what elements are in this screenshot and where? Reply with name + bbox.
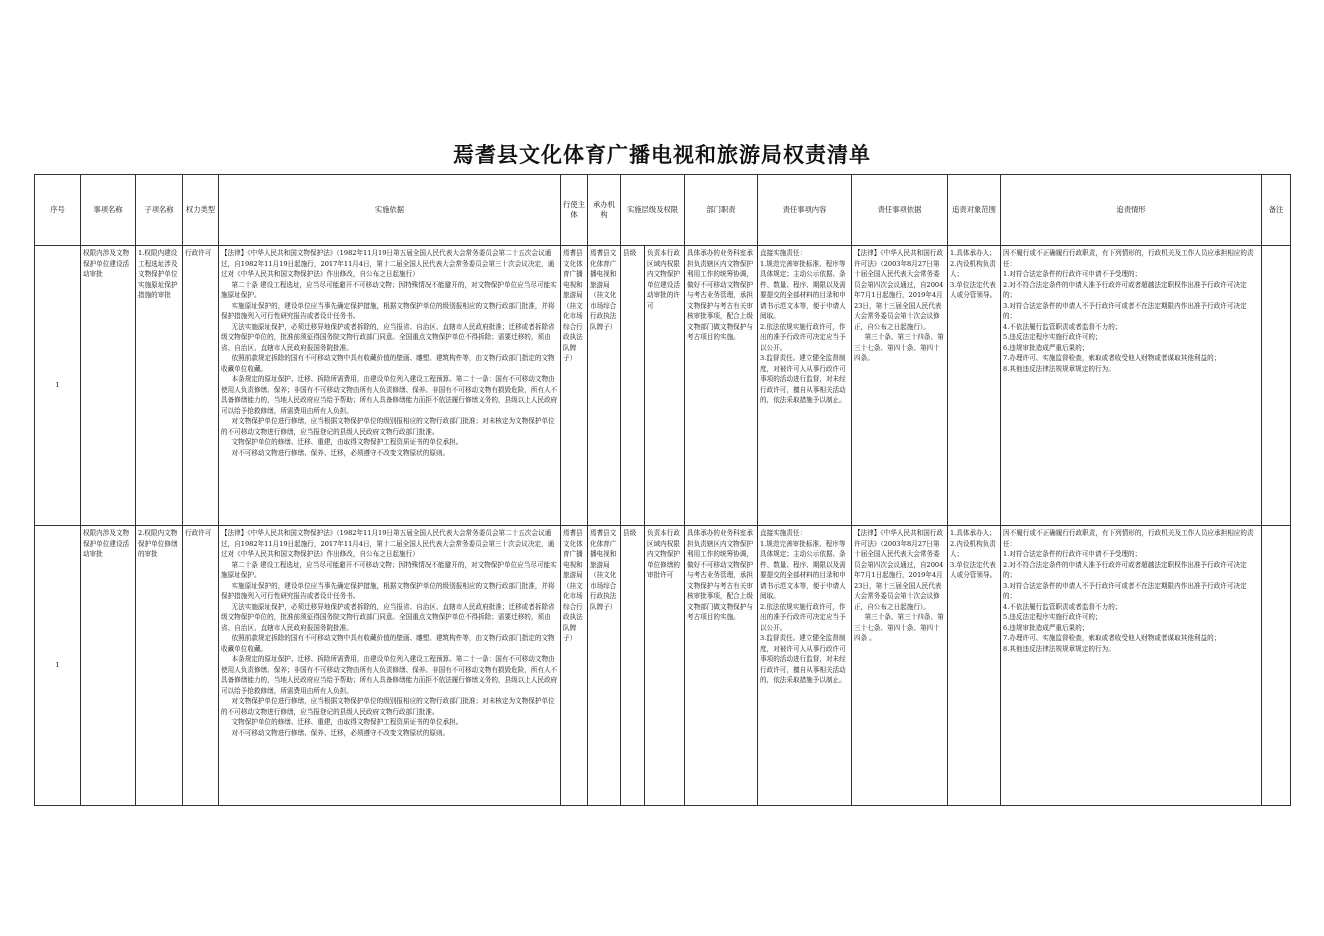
row-level: 县级 — [621, 246, 645, 526]
case-line: 1.对符合法定条件的行政许可申请不予受理的； — [1003, 550, 1142, 558]
resp-content-line: 2.依法依规实施行政许可，作出的准予行政许可决定应当予以公开。 — [760, 602, 846, 632]
basis-paragraph: 第二十条 建设工程选址，应当尽可能避开不可移动文物；因特殊情况不能避开的，对文物保护单位应当尽可能实施原址保护。 — [221, 560, 557, 579]
table-row — [35, 246, 1291, 526]
header-power-type: 权力类型 — [183, 175, 219, 246]
header-subject: 行使主体 — [561, 175, 588, 246]
row-sub-item: 2.权限内文物保护单位修缮的审批 — [136, 526, 183, 806]
basis-paragraph: 对文物保护单位进行修缮，应当根据文物保护单位的级别报相应的文物行政部门批准；对未核定为文物保护单位的不可移动文物进行修缮，应当报登记的县级人民政府文物行政部门批准。 — [221, 417, 555, 436]
row-authority: 负责本行政区域内权限内文物保护单位修缮的审批许可 — [645, 526, 685, 806]
basis-paragraph: 实施原址保护的，建设单位应当事先确定保护措施，根据文物保护单位的级别报相应的文物行政部门批准，并将保护措施列入可行性研究报告或者设计任务书。 — [221, 301, 555, 320]
row-item-name: 权限内涉及文物保护单位建设活动审批 — [81, 526, 136, 806]
header-basis: 实施依据 — [219, 175, 561, 246]
resp-content-line: 3.监督责任。建立健全监督制度，对被许可人从事行政许可事项的活动进行监督，对未经行政许可，擅自从事相关活动的，依法采取措施予以制止。 — [760, 634, 846, 684]
case-line: 6.违规审批造成严重后果的； — [1003, 343, 1089, 352]
basis-paragraph: 文物保护单位的修缮、迁移、重建，由取得文物保护工程资质证书的单位承担。 — [231, 438, 463, 446]
case-line: 2.对不符合法定条件的申请人准予行政许可或者超越法定职权作出准予行政许可决定的； — [1003, 280, 1247, 299]
basis-paragraph: 对文物保护单位进行修缮，应当根据文物保护单位的级别报相应的文物行政部门批准；对未核定为文物保护单位的不可移动文物进行修缮，应当报登记的县级人民政府文物行政部门批准。 — [221, 697, 555, 716]
basis-paragraph: 依照前款规定拆除的国有不可移动文物中具有收藏价值的壁画、雕塑、建筑构件等，由文物行政部门指定的文物收藏单位收藏。 — [221, 354, 555, 373]
basis-paragraph: 文物保护单位的修缮、迁移、重建，由取得文物保护工程资质证书的单位承担。 — [231, 718, 463, 726]
row-subject: 焉耆县文化体育广播电视和旅游局（挂文化市场综合行政执法队牌子） — [561, 246, 588, 526]
row-target — [948, 246, 1001, 526]
row-power-type: 行政许可 — [183, 246, 219, 526]
case-line: 因不履行或不正确履行行政职责，有下列情形的，行政机关及工作人员应承担相应的责任： — [1003, 529, 1254, 548]
resp-content-line: 直接实施责任： — [760, 249, 807, 257]
case-line: 5.违反法定程序实施行政许可的； — [1003, 613, 1102, 621]
resp-content-line: 1.规范完善审批标准、程序等具体规定；主动公示依据、条件、数量、程序、期限以及需要提交的全部材料的目录和申请书示范文本等，便于申请人阅取。 — [760, 259, 846, 320]
header-item-name: 事项名称 — [81, 175, 136, 246]
header-sub-item: 子项名称 — [136, 175, 183, 246]
row-resp-basis — [852, 526, 948, 806]
basis-paragraph: 本条规定的原址保护、迁移、拆除所需费用，由建设单位列入建设工程预算。第二十一条：国有不可移动文物由使用人负责修缮、保养；非国有不可移动文物由所有人负责修缮、保养。非国有不可移动文物有损毁危险，所有人不具备修缮能力的，当地人民政府应当给予帮助；所有人具备修缮能力而拒不依法履行修缮义务的，县级以上人民政府可以给予抢救修缮，所需费用由所有人负担。 — [221, 655, 558, 695]
row-resp-basis — [852, 246, 948, 526]
case-line: 4.不依法履行监管职责或者监督不力的； — [1003, 602, 1122, 611]
resp-content-line: 直接实施责任： — [760, 529, 807, 537]
row-cases — [1001, 526, 1262, 806]
header-level-authority: 实施层级及权限 — [621, 175, 685, 246]
header-resp-basis: 责任事项依据 — [852, 175, 948, 246]
resp-content-line: 3.监督责任。建立健全监督制度，对被许可人从事行政许可事项的活动进行监督，对未经行政许可，擅自从事相关活动的，依法采取措施予以制止。 — [760, 354, 846, 404]
row-resp-content — [758, 526, 852, 806]
case-line: 2.对不符合法定条件的申请人准予行政许可或者超越法定职权作出准予行政许可决定的； — [1003, 560, 1247, 579]
row-remark — [1262, 526, 1291, 806]
case-line: 8.其他违反法律法规规章规定的行为。 — [1003, 644, 1115, 653]
basis-paragraph: 实施原址保护的，建设单位应当事先确定保护措施，根据文物保护单位的级别报相应的文物行政部门批准，并将保护措施列入可行性研究报告或者设计任务书。 — [221, 581, 555, 600]
case-line: 3.对符合法定条件的申请人不予行政许可或者不在法定期限内作出准予行政许可决定的； — [1003, 581, 1247, 600]
row-subject: 焉耆县文化体育广播电视和旅游局（挂文化市场综合行政执法队牌子） — [561, 526, 588, 806]
header-seq: 序号 — [35, 175, 81, 246]
responsibility-table — [34, 174, 1291, 806]
basis-paragraph: 对不可移动文物进行修缮、保养、迁移，必须遵守不改变文物原状的原则。 — [231, 448, 450, 457]
case-line: 6.违规审批造成严重后果的； — [1003, 623, 1089, 632]
resp-content-line: 1.规范完善审批标准、程序等具体规定；主动公示依据、条件、数量、程序、期限以及需要提交的全部材料的目录和申请书示范文本等，便于申请人阅取。 — [760, 539, 846, 600]
case-line: 5.违反法定程序实施行政许可的； — [1003, 333, 1102, 341]
row-duty: 具体承办的业务科室承担负责辖区内文物保护利用工作的统筹协调，做好不可移动文物保护与考古业务管理，承担文物保护与考古有关审核审批事项，配合上级文物部门做文物保护与考古项目的实施。 — [685, 246, 758, 526]
header-duty: 部门职责 — [685, 175, 758, 246]
row-agency: 焉耆县文化体育广播电视和旅游局（挂文化市场综合行政执法队牌子） — [588, 526, 621, 806]
basis-paragraph: 对不可移动文物进行修缮、保养、迁移，必须遵守不改变文物原状的原则。 — [231, 728, 450, 737]
row-level: 县级 — [621, 526, 645, 806]
basis-paragraph: 无法实施原址保护，必须迁移异地保护或者拆除的，应当报省、自治区、直辖市人民政府批准；迁移或者拆除省级文物保护单位的，批准前须征得国务院文物行政部门同意。全国重点文物保护单位不得拆除；需要迁移的，须由省、自治区、直辖市人民政府报国务院批准。 — [221, 602, 555, 632]
header-cases: 追责情形 — [1001, 175, 1262, 246]
target-line: 1.具体承办人； — [950, 249, 996, 257]
resp-basis-line: 【法律】《中华人民共和国行政许可法》（2003年8月27日第十届全国人民代表大会常务委员会第四次会议通过，自2004年7月1日起施行，2019年4月23日，第十三届全国人民代表大会常务委员会第十次会议修正，自公布之日起施行）。 — [854, 249, 944, 331]
row-sub-item: 1.权限内建设工程选址涉及文物保护单位实施原址保护措施的审批 — [136, 246, 183, 526]
header-resp-content: 责任事项内容 — [758, 175, 852, 246]
resp-basis-line: 【法律】《中华人民共和国行政许可法》（2003年8月27日第十届全国人民代表大会常务委员会第四次会议通过，自2004年7月1日起施行，2019年4月23日，第十三届全国人民代表大会常务委员会第十次会议修正，自公布之日起施行）。 — [854, 529, 944, 611]
case-line: 7.办理许可、实施监督检查，索取或者收受他人财物或者谋取其他利益的； — [1003, 634, 1221, 642]
row-item-name: 权限内涉及文物保护单位建设活动审批 — [81, 246, 136, 526]
row-basis — [219, 526, 561, 806]
header-agency: 承办机构 — [588, 175, 621, 246]
target-line: 3.单位法定代表人或分管领导。 — [950, 560, 997, 579]
resp-basis-line: 第三十条、第三十四条、第三十七条、第四十条、第四十四条 。 — [854, 613, 944, 642]
basis-paragraph: 第二十条 建设工程选址，应当尽可能避开不可移动文物；因特殊情况不能避开的，对文物保护单位应当尽可能实施原址保护。 — [221, 280, 557, 299]
basis-paragraph: 【法律】《中华人民共和国文物保护法》（1982年11月19日第五届全国人民代表大会常务委员会第二十五次会议通过，自1982年11月19日起施行，2017年11月4日，第十二届全国人民代表大会常务委员会第三十次会议决定，通过对《中华人民共和国文物保护法》作出修改，自公布之日起施行） — [221, 249, 555, 278]
target-line: 2.内设机构负责人； — [950, 259, 996, 278]
case-line: 1.对符合法定条件的行政许可申请不予受理的； — [1003, 270, 1142, 278]
basis-paragraph: 【法律】《中华人民共和国文物保护法》（1982年11月19日第五届全国人民代表大会常务委员会第二十五次会议通过，自1982年11月19日起施行，2017年11月4日，第十二届全国人民代表大会常务委员会第三十次会议决定，通过对《中华人民共和国文物保护法》作出修改，自公布之日起施行） — [221, 529, 555, 558]
row-basis — [219, 246, 561, 526]
row-cases — [1001, 246, 1262, 526]
row-duty: 具体承办的业务科室承担负责辖区内文物保护利用工作的统筹协调，做好不可移动文物保护与考古业务管理，承担文物保护与考古有关审核审批事项，配合上级文物部门做文物保护与考古项目的实施。 — [685, 526, 758, 806]
header-target: 追责对象范围 — [948, 175, 1001, 246]
table-row — [35, 526, 1291, 806]
basis-paragraph: 依照前款规定拆除的国有不可移动文物中具有收藏价值的壁画、雕塑、建筑构件等，由文物行政部门指定的文物收藏单位收藏。 — [221, 634, 555, 653]
case-line: 8.其他违反法律法规规章规定的行为。 — [1003, 364, 1115, 373]
target-line: 1.具体承办人； — [950, 529, 996, 537]
target-line: 2.内设机构负责人； — [950, 539, 996, 558]
resp-content-line: 2.依法依规实施行政许可，作出的准予行政许可决定应当予以公开。 — [760, 322, 846, 352]
header-row — [35, 175, 1291, 246]
case-line: 4.不依法履行监管职责或者监督不力的； — [1003, 322, 1122, 331]
row-agency: 焉耆县文化体育广播电视和旅游局（挂文化市场综合行政执法队牌子） — [588, 246, 621, 526]
row-resp-content — [758, 246, 852, 526]
resp-basis-line: 第三十条、第三十四条、第三十七条、第四十条、第四十四条。 — [854, 333, 944, 362]
case-line: 3.对符合法定条件的申请人不予行政许可或者不在法定期限内作出准予行政许可决定的； — [1003, 301, 1247, 320]
row-authority: 负责本行政区域内权限内文物保护单位建设活动审批的许可 — [645, 246, 685, 526]
page-title: 焉耆县文化体育广播电视和旅游局权责清单 — [453, 142, 871, 167]
row-seq: 1 — [35, 246, 81, 526]
basis-paragraph: 无法实施原址保护，必须迁移异地保护或者拆除的，应当报省、自治区、直辖市人民政府批准；迁移或者拆除省级文物保护单位的，批准前须征得国务院文物行政部门同意。全国重点文物保护单位不得拆除；需要迁移的，须由省、自治区、直辖市人民政府报国务院批准。 — [221, 322, 555, 352]
row-remark — [1262, 246, 1291, 526]
row-seq: 1 — [35, 526, 81, 806]
case-line: 7.办理许可、实施监督检查，索取或者收受他人财物或者谋取其他利益的； — [1003, 354, 1221, 362]
basis-paragraph: 本条规定的原址保护、迁移、拆除所需费用，由建设单位列入建设工程预算。第二十一条：国有不可移动文物由使用人负责修缮、保养；非国有不可移动文物由所有人负责修缮、保养。非国有不可移动文物有损毁危险，所有人不具备修缮能力的，当地人民政府应当给予帮助；所有人具备修缮能力而拒不依法履行修缮义务的，县级以上人民政府可以给予抢救修缮，所需费用由所有人负担。 — [221, 375, 558, 415]
header-remark: 备注 — [1262, 175, 1291, 246]
row-power-type: 行政许可 — [183, 526, 219, 806]
row-target — [948, 526, 1001, 806]
target-line: 3.单位法定代表人或分管领导。 — [950, 280, 997, 299]
case-line: 因不履行或不正确履行行政职责，有下列情形的，行政机关及工作人员应承担相应的责任： — [1003, 249, 1254, 268]
